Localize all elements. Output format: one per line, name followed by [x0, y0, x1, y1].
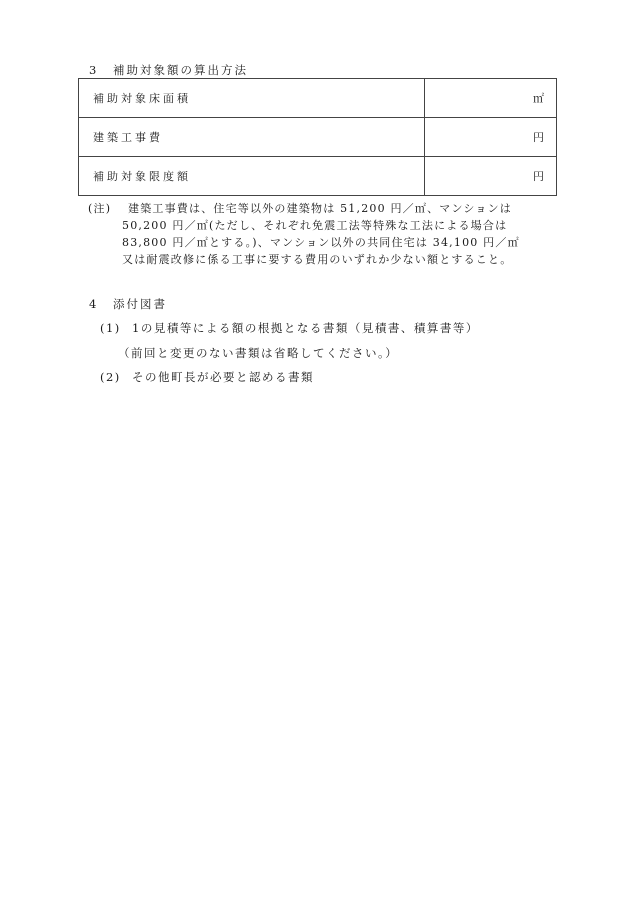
item-index: (1)	[100, 321, 121, 335]
row-unit-floor-area: ㎡	[425, 79, 557, 118]
section-3-title: 補助対象額の算出方法	[113, 63, 248, 77]
attachment-item-1-note	[118, 345, 398, 361]
row-unit-construction-cost: 円	[425, 118, 557, 157]
item-text: 1の見積等による額の根拠となる書類（見積書、積算書等）	[132, 321, 479, 335]
item-text: （前回と変更のない書類は省略してください。）	[118, 346, 399, 360]
table-row	[79, 79, 557, 118]
attachment-item-2	[100, 369, 314, 385]
section-3-number: 3	[89, 63, 99, 77]
calculation-table	[78, 78, 557, 196]
row-label-floor-area: 補助対象床面積	[79, 79, 425, 118]
section-4-heading	[89, 296, 167, 312]
attachment-item-1	[100, 320, 479, 336]
note-line: (注) 建築工事費は、住宅等以外の建築物は 51,200 円／㎡、マンションは	[88, 202, 512, 215]
note-tag: (注)	[88, 202, 112, 215]
item-index: (2)	[100, 370, 121, 384]
table-row	[79, 118, 557, 157]
note-block	[88, 200, 558, 268]
note-line: 又は耐震改修に係る工事に要する費用のいずれか少ない額とすること。	[122, 253, 513, 266]
item-text: その他町長が必要と認める書類	[132, 370, 314, 384]
section-4-title: 添付図書	[113, 297, 167, 311]
table-row	[79, 157, 557, 196]
row-label-subsidy-limit: 補助対象限度額	[79, 157, 425, 196]
section-4-number: 4	[89, 297, 99, 311]
note-line: 50,200 円／㎡(ただし、それぞれ免震工法等特殊な工法による場合は	[122, 219, 508, 232]
section-3-heading	[89, 62, 248, 78]
note-line: 83,800 円／㎡とする。)、マンション以外の共同住宅は 34,100 円／㎡	[122, 236, 520, 249]
row-label-construction-cost: 建築工事費	[79, 118, 425, 157]
row-unit-subsidy-limit: 円	[425, 157, 557, 196]
